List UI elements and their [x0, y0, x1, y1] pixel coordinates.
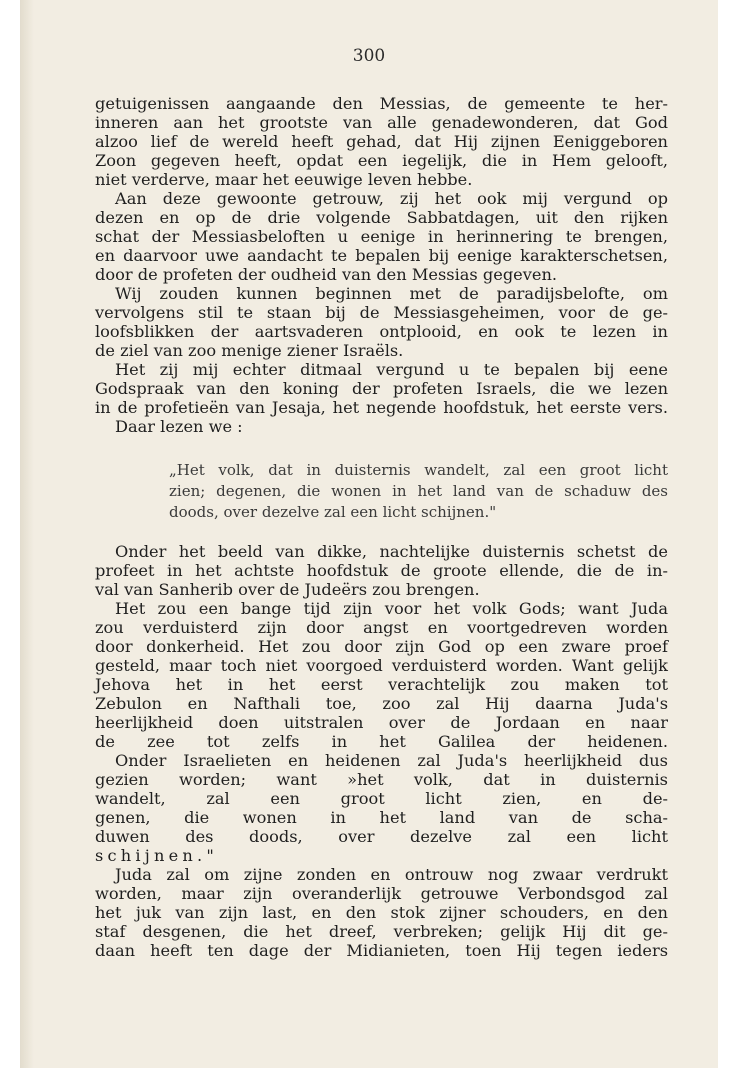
text-line: worden, maar zijn overanderlijk getrouwe Verbondsgod zal	[95, 884, 668, 903]
text-line: schat der Messiasbeloften u eenige in herinnering te brengen,	[95, 227, 668, 246]
text-line: alzoo lief de wereld heeft gehad, dat Hij zijnen Eeniggeboren	[95, 132, 668, 151]
text-line: dezen en op de drie volgende Sabbatdagen, uit den rijken	[95, 208, 668, 227]
text-line: getuigenissen aangaande den Messias, de gemeente te her-	[95, 94, 668, 113]
text-line: de ziel van zoo menige ziener Israëls.	[95, 341, 404, 360]
text-line: gesteld, maar toch niet voorgoed verduisterd worden. Want gelijk	[95, 656, 668, 675]
page-edge-shadow	[20, 0, 34, 1068]
text-line: zou verduisterd zijn door angst en voortgedreven worden	[95, 618, 668, 637]
quote-line: zien; degenen, die wonen in het land van de schaduw des	[169, 482, 668, 500]
text-line: heerlijkheid doen uitstralen over de Jordaan en naar	[95, 713, 668, 732]
text-line: vervolgens stil te staan bij de Messiasgeheimen, voor de ge-	[95, 303, 668, 322]
text-line: staf desgenen, die het dreef, verbreken; gelijk Hij dit ge-	[95, 922, 668, 941]
text-line: Jehova het in het eerst verachtelijk zou maken tot	[95, 675, 668, 694]
text-line: Wij zouden kunnen beginnen met de paradijsbelofte, om	[115, 284, 668, 303]
text-line: Het zij mij echter ditmaal vergund u te bepalen bij eene	[115, 360, 668, 379]
text-line: gezien worden; want »het volk, dat in duisternis	[95, 770, 668, 789]
quote-line: doods, over dezelve zal een licht schijnen."	[169, 503, 497, 521]
text-line: het juk van zijn last, en den stok zijner schouders, en den	[95, 903, 668, 922]
quote-line: „Het volk, dat in duisternis wandelt, zal een groot licht	[169, 461, 668, 479]
text-line: Onder Israelieten en heidenen zal Juda's heerlijkheid dus	[115, 751, 668, 770]
text-line: duwen des doods, over dezelve zal een licht	[95, 827, 668, 846]
text-line: val van Sanherib over de Judeërs zou brengen.	[95, 580, 480, 599]
page-number: 300	[352, 46, 386, 66]
text-line: daan heeft ten dage der Midianieten, toen Hij tegen ieders	[95, 941, 668, 960]
text-line: door donkerheid. Het zou door zijn God op een zware proef	[95, 637, 668, 656]
text-line: Aan deze gewoonte getrouw, zij het ook mij vergund op	[115, 189, 668, 208]
text-line: Zoon gegeven heeft, opdat een iegelijk, die in Hem gelooft,	[95, 151, 668, 170]
text-line: Daar lezen we :	[115, 417, 243, 436]
text-line: genen, die wonen in het land van de scha-	[95, 808, 668, 827]
text-line: niet verderve, maar het eeuwige leven hebbe.	[95, 170, 473, 189]
text-line: inneren aan het grootste van alle genadewonderen, dat God	[95, 113, 668, 132]
text-line: de zee tot zelfs in het Galilea der heidenen.	[95, 732, 668, 751]
text-line: schijnen."	[95, 846, 219, 865]
text-line: Godspraak van den koning der profeten Israels, die we lezen	[95, 379, 668, 398]
text-line: loofsblikken der aartsvaderen ontplooid, en ook te lezen in	[95, 322, 668, 341]
text-line: Juda zal om zijne zonden en ontrouw nog zwaar verdrukt	[115, 865, 668, 884]
text-line: wandelt, zal een groot licht zien, en de-	[95, 789, 668, 808]
text-line: en daarvoor uwe aandacht te bepalen bij eenige karakterschetsen,	[95, 246, 668, 265]
text-line: Zebulon en Nafthali toe, zoo zal Hij daarna Juda's	[95, 694, 668, 713]
text-line: Het zou een bange tijd zijn voor het volk Gods; want Juda	[115, 599, 668, 618]
text-line: door de profeten der oudheid van den Messias gegeven.	[95, 265, 558, 284]
book-page	[20, 0, 718, 1068]
text-line: profeet in het achtste hoofdstuk de groote ellende, die de in-	[95, 561, 668, 580]
text-line: in de profetieën van Jesaja, het negende hoofdstuk, het eerste vers.	[95, 398, 668, 417]
text-line: Onder het beeld van dikke, nachtelijke duisternis schetst de	[115, 542, 668, 561]
